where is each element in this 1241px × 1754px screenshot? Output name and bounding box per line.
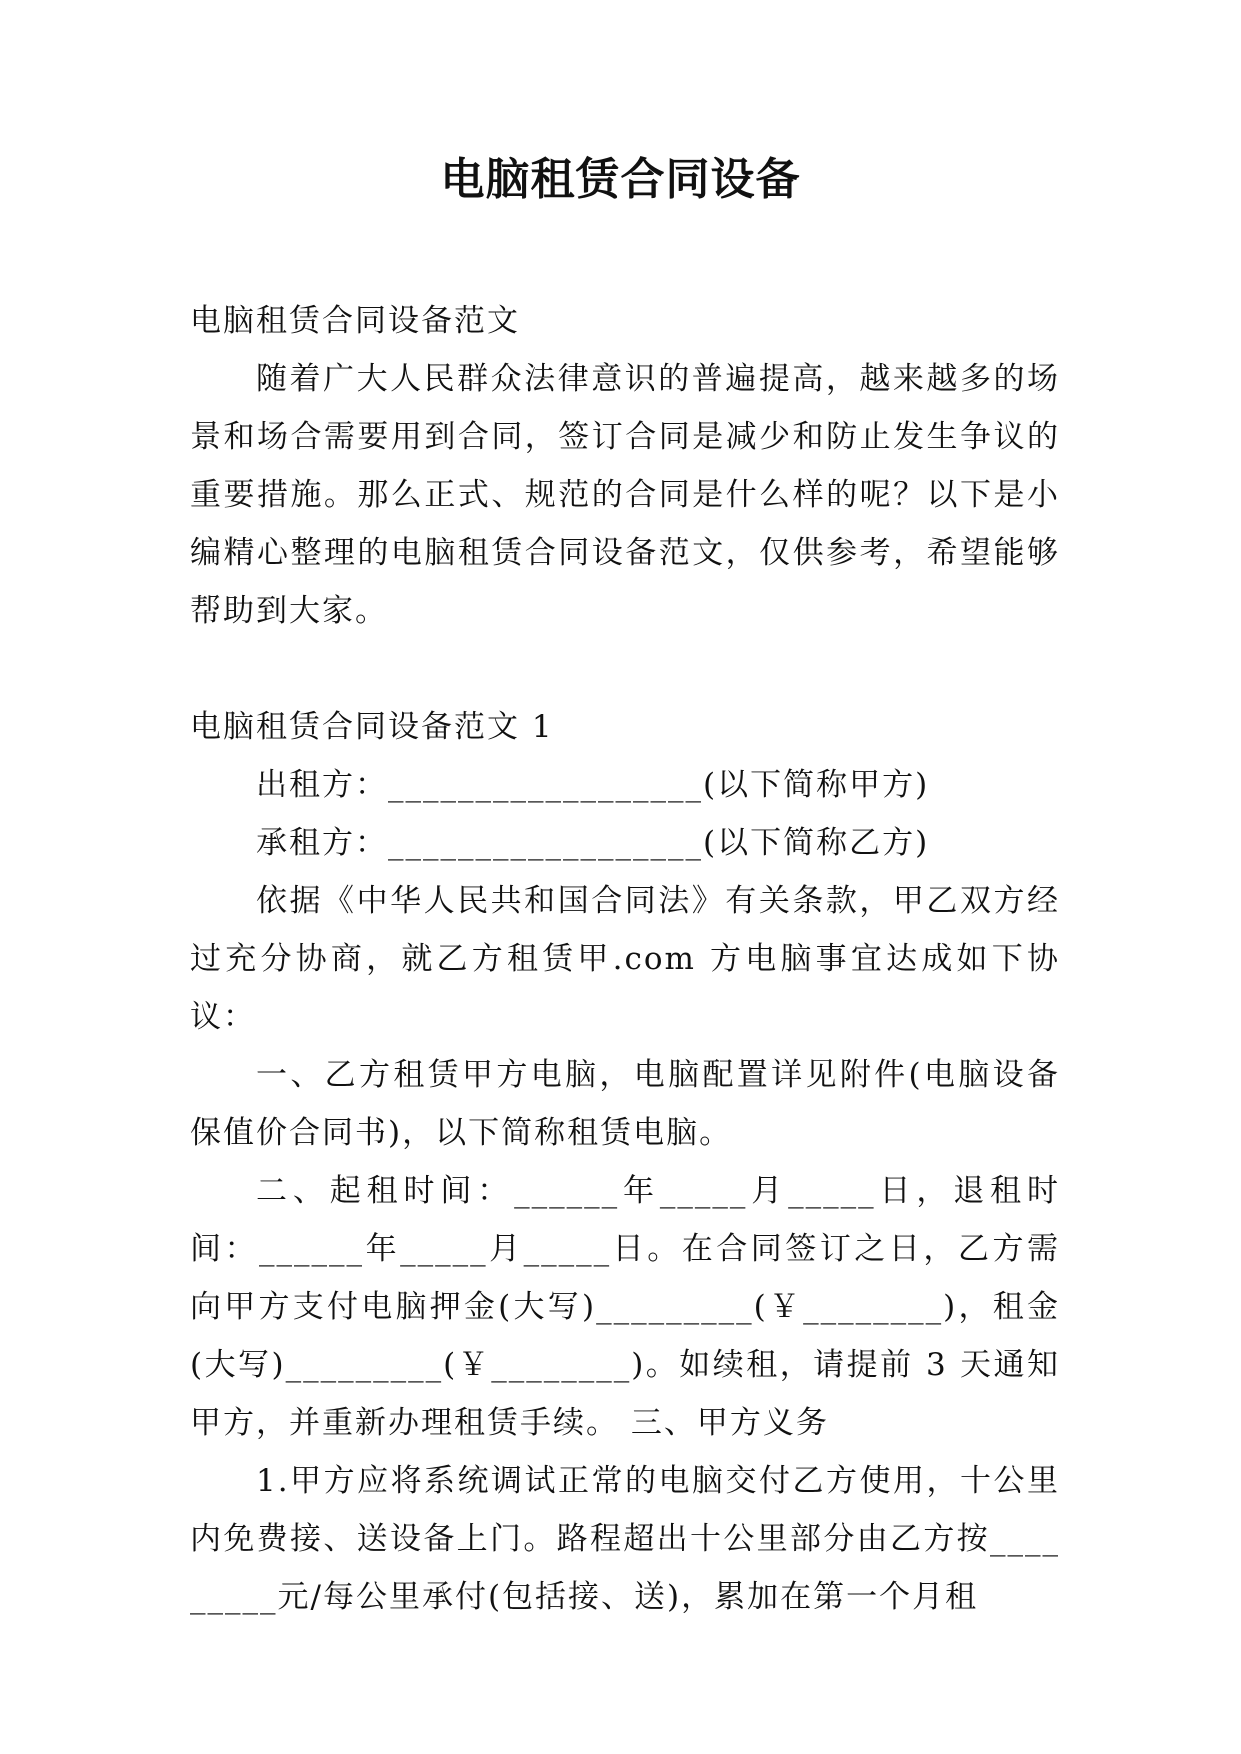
basis-paragraph: 依据《中华人民共和国合同法》有关条款，甲乙双方经过充分协商，就乙方租赁甲.com 方电脑事宜达成如下协议： bbox=[190, 883, 1060, 1035]
clause-1: 一、乙方租赁甲方电脑，电脑配置详见附件(电脑设备保值价合同书)，以下简称租赁电脑。 bbox=[190, 1057, 1060, 1151]
lessee-line: 承租方：__________________(以下简称乙方) bbox=[256, 825, 930, 861]
paragraph-gap bbox=[190, 640, 1060, 698]
clause-2: 二、起租时间：______年_____月_____日，退租时间：______年_____月_____日。在合同签订之日，乙方需向甲方支付电脑押金(大写)_________(￥________)，租金(大写)_________(￥________)。如续租，请提前 3 天通知甲方，并重新办理租赁手续。 三、甲方义务 bbox=[190, 1173, 1060, 1441]
clause-3-1: 1.甲方应将系统调试正常的电脑交付乙方使用，十公里内免费接、送设备上门。路程超出十公里部分由乙方按_________元/每公里承付(包括接、送)，累加在第一个月租 bbox=[190, 1463, 1060, 1615]
subtitle: 电脑租赁合同设备范文 bbox=[190, 303, 520, 339]
lessor-line: 出租方：__________________(以下简称甲方) bbox=[256, 767, 930, 803]
section-heading: 电脑租赁合同设备范文 1 bbox=[190, 709, 554, 745]
document-title: 电脑租赁合同设备 bbox=[440, 154, 801, 205]
intro-paragraph: 随着广大人民群众法律意识的普遍提高，越来越多的场景和场合需要用到合同，签订合同是减少和防止发生争议的重要措施。那么正式、规范的合同是什么样的呢？以下是小编精心整理的电脑租赁合同设备范文，仅供参考，希望能够帮助到大家。 bbox=[190, 361, 1060, 629]
document-body bbox=[190, 292, 1060, 1626]
